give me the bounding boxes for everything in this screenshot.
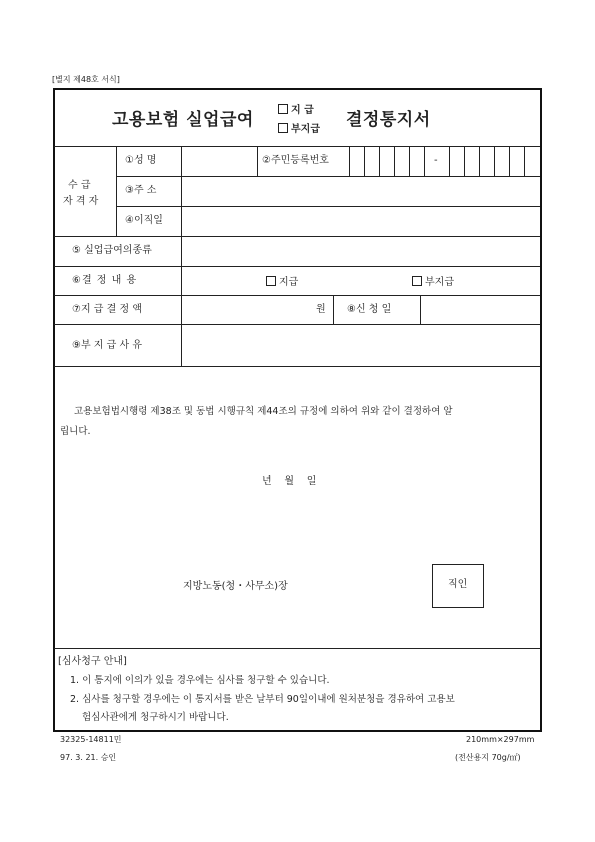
appeal-item-2-line2: 험심사관에게 청구하시기 바랍니다. [82,712,229,723]
col-line-reqdate-end [420,295,421,324]
recipient-label-1: 수 급 [68,180,91,191]
form-label: [별지 제48호 서식] [52,75,120,84]
resno-box-line [409,146,410,176]
resno-box-line [524,146,525,176]
row-line-3 [116,206,540,207]
benefit-type-label: ⑤ 실업급여의종류 [72,245,152,256]
date-line: 년 월 일 [262,476,317,487]
footer-form-no: 32325-14811민 [60,735,122,744]
resno-box-line [479,146,480,176]
resident-no-label: ②주민등록번호 [262,155,329,166]
row-line-5 [54,266,540,267]
resno-box-line [509,146,510,176]
frame-top [53,88,542,90]
pay-amount-label: ⑦지 급 결 정 액 [72,304,142,315]
nopay-reason-value[interactable] [186,334,534,360]
row-line-6 [54,295,540,296]
seal-label: 직인 [448,579,468,590]
row-line-4 [54,236,540,237]
checkbox-icon[interactable] [412,276,422,286]
body-text-line1: 고용보험법시행령 제38조 및 동법 시행규칙 제44조의 규정에 의하여 위와 같이 결정하여 알 [74,406,453,417]
title-option-nopay[interactable]: 부지급 [278,123,320,135]
footer-approval: 97. 3. 21. 승인 [60,753,117,762]
name-label: ①성 명 [125,155,157,166]
decision-pay-option[interactable]: 지급 [266,276,298,288]
decision-label: ⑥결 정 내 용 [72,275,138,286]
body-text-line2: 립니다. [60,426,91,437]
col-line-name-end [257,146,258,176]
checkbox-icon[interactable] [266,276,276,286]
row-line-7 [54,324,540,325]
currency-unit: 원 [316,304,326,315]
recipient-label-2: 자 격 자 [63,196,99,207]
appeal-heading: [심사청구 안내] [58,656,127,667]
separation-date-value[interactable] [186,216,534,230]
col-line-resno-label-end [349,146,350,176]
frame-bottom [53,730,542,732]
nopay-reason-label: ⑨부 지 급 사 유 [72,340,142,351]
appeal-item-1: 1. 이 통지에 이의가 있을 경우에는 심사를 청구할 수 있습니다. [70,675,330,686]
address-label: ③주 소 [125,185,157,196]
resno-box-line [424,146,425,176]
title-right: 결정통지서 [346,110,431,130]
resno-box-line [494,146,495,176]
row-line-2 [116,176,540,177]
col-line-label [181,146,182,366]
row-line-8 [54,366,540,367]
benefit-type-value[interactable] [186,246,534,260]
row-line-9 [54,648,540,649]
footer-paper: (전산용지 70g/㎡) [455,753,521,762]
decision-nopay-option[interactable]: 부지급 [412,276,454,288]
resno-box-line [464,146,465,176]
resno-dash: - [434,155,438,166]
resno-box-line [449,146,450,176]
checkbox-icon[interactable] [278,104,288,114]
title-option-pay[interactable]: 지 급 [278,104,314,116]
address-value[interactable] [186,186,534,200]
resno-box-line [394,146,395,176]
separation-date-label: ④이직일 [125,215,163,226]
resno-box-line [379,146,380,176]
resno-box-line [364,146,365,176]
issuer: 지방노동(청・사무소)장 [183,581,288,592]
checkbox-icon[interactable] [278,123,288,133]
frame-right [540,88,542,732]
appeal-item-2-line1: 2. 심사를 청구할 경우에는 이 통지서를 받은 날부터 90일이내에 원처분청을 경유하여 고용보 [70,694,455,705]
request-date-label: ⑧신 청 일 [347,304,392,315]
name-value[interactable] [186,156,252,170]
frame-left [53,88,55,732]
footer-size: 210mm×297mm [466,735,535,744]
col-line-recipient [116,146,117,236]
row-line-1 [54,146,540,147]
title-left: 고용보험 실업급여 [112,110,254,130]
col-line-amount-end [333,295,334,324]
